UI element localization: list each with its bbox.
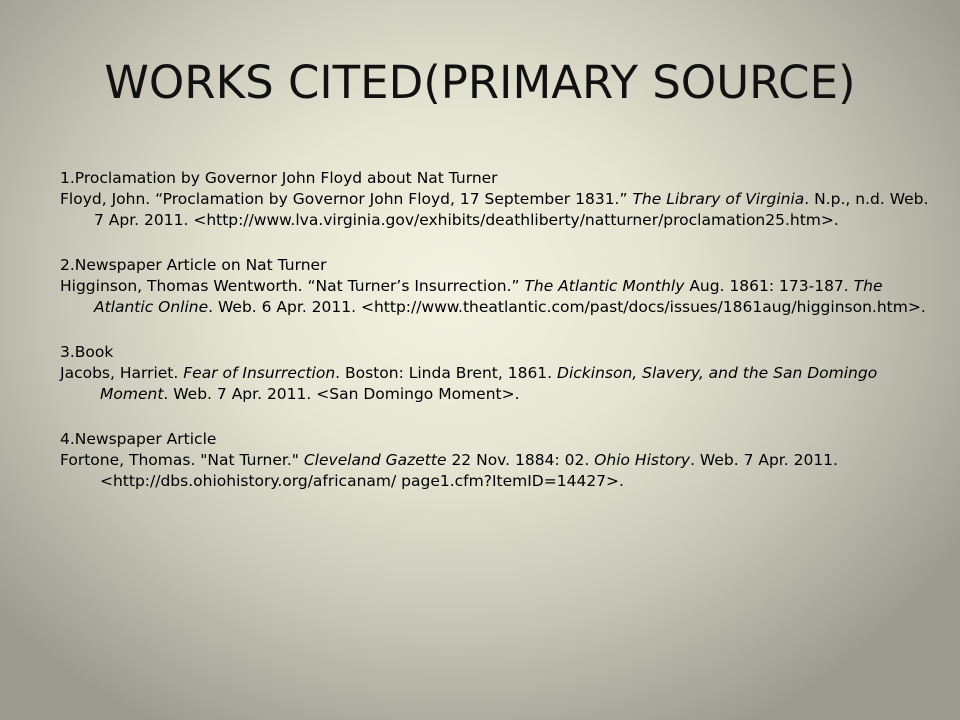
citation-segment: . Web. 6 Apr. 2011. <http://www.theatlantic.com/past/docs/issues/1861aug/higginson.htm>. xyxy=(208,298,926,316)
citation-segment: Higginson, Thomas Wentworth. “Nat Turner’s Insurrection.” xyxy=(60,277,525,295)
citation-text xyxy=(60,450,940,492)
citation-entry xyxy=(60,342,940,405)
citation-title-italic: The Atlantic Monthly xyxy=(524,277,685,295)
citation-segment: . Boston: Linda Brent, 1861. xyxy=(335,364,558,382)
citation-heading: 1.Proclamation by Governor John Floyd about Nat Turner xyxy=(60,169,498,187)
citation-segment: 22 Nov. 1884: 02. xyxy=(446,451,595,469)
citation-title-italic: Cleveland Gazette xyxy=(303,451,447,469)
citation-title-italic: The Library of Virginia xyxy=(632,190,805,208)
citation-text xyxy=(60,363,940,405)
citation-segment: . Web. 7 Apr. 2011. <http://dbs.ohiohistory.org/africanam/ page1.cfm?ItemID=14427>. xyxy=(100,451,838,490)
citation-title-italic: Fear of Insurrection xyxy=(183,364,336,382)
citation-segment: Jacobs, Harriet. xyxy=(60,364,184,382)
citation-segment: Floyd, John. “Proclamation by Governor John Floyd, 17 September 1831.” xyxy=(60,190,633,208)
citation-segment: . Web. 7 Apr. 2011. <San Domingo Moment>. xyxy=(163,385,520,403)
citation-segment: . N.p., n.d. Web. 7 Apr. 2011. <http://www.lva.virginia.gov/exhibits/deathliberty/natturner/proclamation25.htm>. xyxy=(94,190,929,229)
citation-segment: Aug. 1861: 173-187. xyxy=(684,277,854,295)
citation-heading: 4.Newspaper Article xyxy=(60,430,217,448)
citation-text xyxy=(60,189,940,231)
citation-heading: 2.Newspaper Article on Nat Turner xyxy=(60,256,327,274)
citation-heading: 3.Book xyxy=(60,343,114,361)
citation-segment: Fortone, Thomas. "Nat Turner." xyxy=(60,451,304,469)
slide-title: WORKS CITED(PRIMARY SOURCE) xyxy=(104,56,856,109)
citation-text xyxy=(60,276,940,318)
citation-entry xyxy=(60,168,940,231)
citation-title-italic: Dickinson, Slavery, and the San Domingo Moment xyxy=(100,364,878,403)
citation-entry xyxy=(60,429,940,492)
citation-title-italic: Ohio History xyxy=(594,451,691,469)
citation-entry xyxy=(60,255,940,318)
citation-title-italic: The Atlantic Online xyxy=(94,277,883,316)
works-cited-list xyxy=(60,168,940,516)
